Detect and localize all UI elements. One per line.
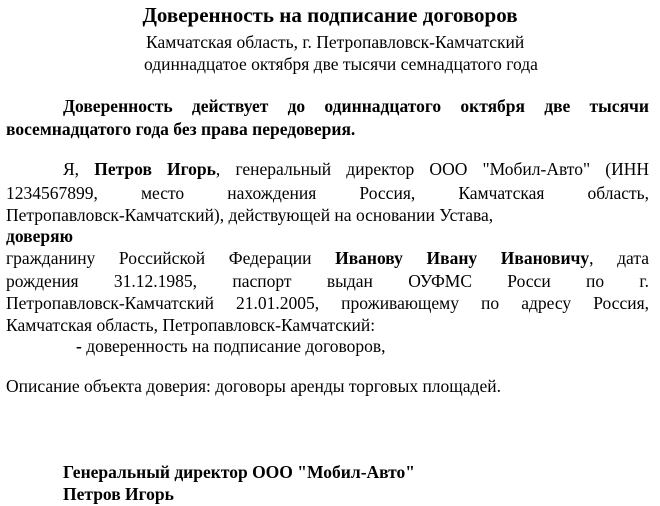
attorney-name: Иванову Ивану Ивановичу (335, 248, 590, 268)
attorney-rest: , дата (589, 248, 650, 268)
attorney-prefix: гражданину Российской Федерации (6, 248, 312, 268)
principal-prefix: Я, (63, 159, 80, 179)
signature-position: Генеральный директор ООО "Мобил-Авто" (63, 462, 415, 482)
document-title: Доверенность на подписание договоров (142, 3, 518, 27)
principal-line-2: 1234567899, место нахождения Россия, Камчатская область, (6, 183, 649, 203)
object-description: Описание объекта доверия: договоры аренды торговых площадей. (6, 376, 501, 396)
validity-line-2: восемнадцатого года без права передоверия. (6, 119, 356, 139)
signature-name: Петров Игорь (63, 484, 174, 504)
principal-name: Петров Игорь (94, 159, 216, 179)
document-place: Камчатская область, г. Петропавловск-Камчатский (146, 32, 525, 52)
attorney-line-2: рождения 31.12.1985, паспорт выдан ОУФМС Росси по г. (6, 271, 649, 291)
validity-line-1: Доверенность действует до одиннадцатого октября две тысячи (63, 96, 649, 116)
principal-line-3: Петропавловск-Камчатский), действующей на основании Устава, (6, 205, 494, 225)
powers-item (76, 334, 386, 358)
powers-text: доверенность на подписание договоров, (86, 336, 386, 356)
powers-dash: - (76, 336, 82, 356)
document-date: одиннадцатое октября две тысячи семнадцатого года (144, 54, 538, 74)
attorney-line-3: Петропавловск-Камчатский 21.01.2005, проживающему по адресу Россия, (6, 293, 649, 313)
trust-word: доверяю (6, 226, 73, 246)
principal-line-1 (63, 157, 649, 181)
attorney-line-4: Камчатская область, Петропавловск-Камчатский: (6, 315, 376, 335)
principal-rest: , генеральный директор ООО "Мобил-Авто" (ИНН (215, 159, 650, 179)
attorney-line-1 (6, 246, 649, 270)
